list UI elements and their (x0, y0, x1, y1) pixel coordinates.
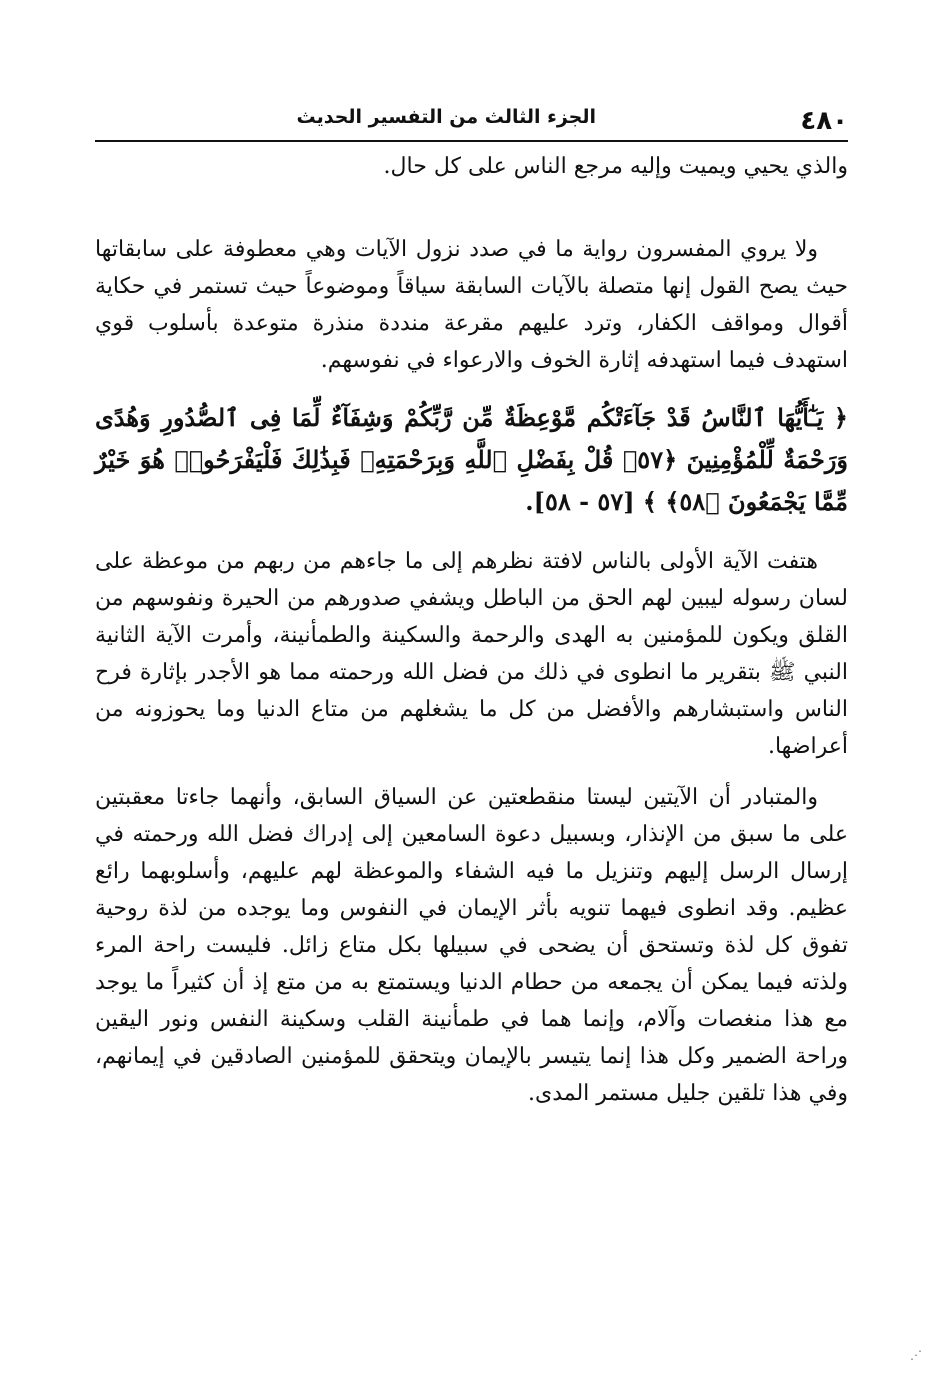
body-text (95, 148, 848, 1126)
paragraph-context: ولا يروي المفسرون رواية ما في صدد نزول الآيات وهي معطوفة على سابقاتها حيث يصح القول إنها متصلة بالآيات السابقة سياقاً وموضوعاً حيث تستمر في حكاية أقوال ومواقف الكفار، وترد عليهم مقرعة منددة منذرة متوعدة بأسلوب قوي استهدف فيما استهدفه إثارة الخوف والارعواء في نفوسهم. (95, 237, 848, 373)
quran-verse: ﴿ يَـٰٓأَيُّهَا ٱلنَّاسُ قَدْ جَآءَتْكُم مَّوْعِظَةٌ مِّن رَّبِّكُمْ وَشِفَآءٌ لِّمَا فِى ٱلصُّدُورِ وَهُدًى وَرَحْمَةٌ لِّلْمُؤْمِنِينَ ﴿٥٧﴾ قُلْ بِفَضْلِ ٱللَّهِ وَبِرَحْمَتِهِۦ فَبِذَٰلِكَ فَلْيَفْرَحُوا۟ هُوَ خَيْرٌ مِّمَّا يَجْمَعُونَ ﴿٥٨﴾ ﴾ [٥٧ - ٥٨]. (95, 403, 849, 516)
running-title: الجزء الثالث من التفسير الحديث (296, 106, 596, 128)
header-rule (95, 140, 848, 142)
scan-mark: ⋰ (910, 1348, 922, 1362)
page-number: ٤٨٠ (800, 106, 848, 136)
paragraph-explanation: هتفت الآية الأولى بالناس لافتة نظرهم إلى ما جاءهم من ربهم من موعظة على لسان رسوله ليبين لهم الحق من الباطل ويشفي صدورهم من الحيرة ونفوسهم من القلق ويكون للمؤمنين به الهدى والرحمة والسكينة والطمأنينة، وأمرت الآية الثانية النبي ﷺ بتقرير ما انطوى في ذلك من فضل الله ورحمته مما هو الأجدر بإثارة فرح الناس واستبشارهم والأفضل من كل ما يشغلهم من متاع الدنيا وما يحوزونه من أعراضها. (95, 549, 848, 759)
page-header (95, 100, 848, 138)
paragraph-continuation: والذي يحيي ويميت وإليه مرجع الناس على كل حال. (383, 154, 848, 179)
paragraph-commentary: والمتبادر أن الآيتين ليستا منقطعتين عن السياق السابق، وأنهما جاءتا معقبتين على ما سبق من الإنذار، وبسبيل دعوة السامعين إلى إدراك فضل الله ورحمته في إرسال الرسل إليهم وتنزيل ما فيه الشفاء والموعظة لهم عليهم، وأسلوبهما رائع عظيم. وقد انطوى فيهما تنويه بأثر الإيمان في النفوس وما يوجده من لذة روحية تفوق كل لذة وتستحق أن يضحى في سبيلها بكل متاع زائل. فليست راحة المرء ولذته فيما يمكن أن يجمعه من حطام الدنيا ويستمتع به من متع إذ أن كثيراً ما يوجد مع هذا منغصات وآلام، وإنما هما في طمأنينة القلب وسكينة النفس ونور اليقين وراحة الضمير وكل هذا إنما يتيسر بالإيمان ويتحقق للمؤمنين الصادقين في إيمانهم، وفي هذا تلقين جليل مستمر المدى. (95, 785, 848, 1106)
